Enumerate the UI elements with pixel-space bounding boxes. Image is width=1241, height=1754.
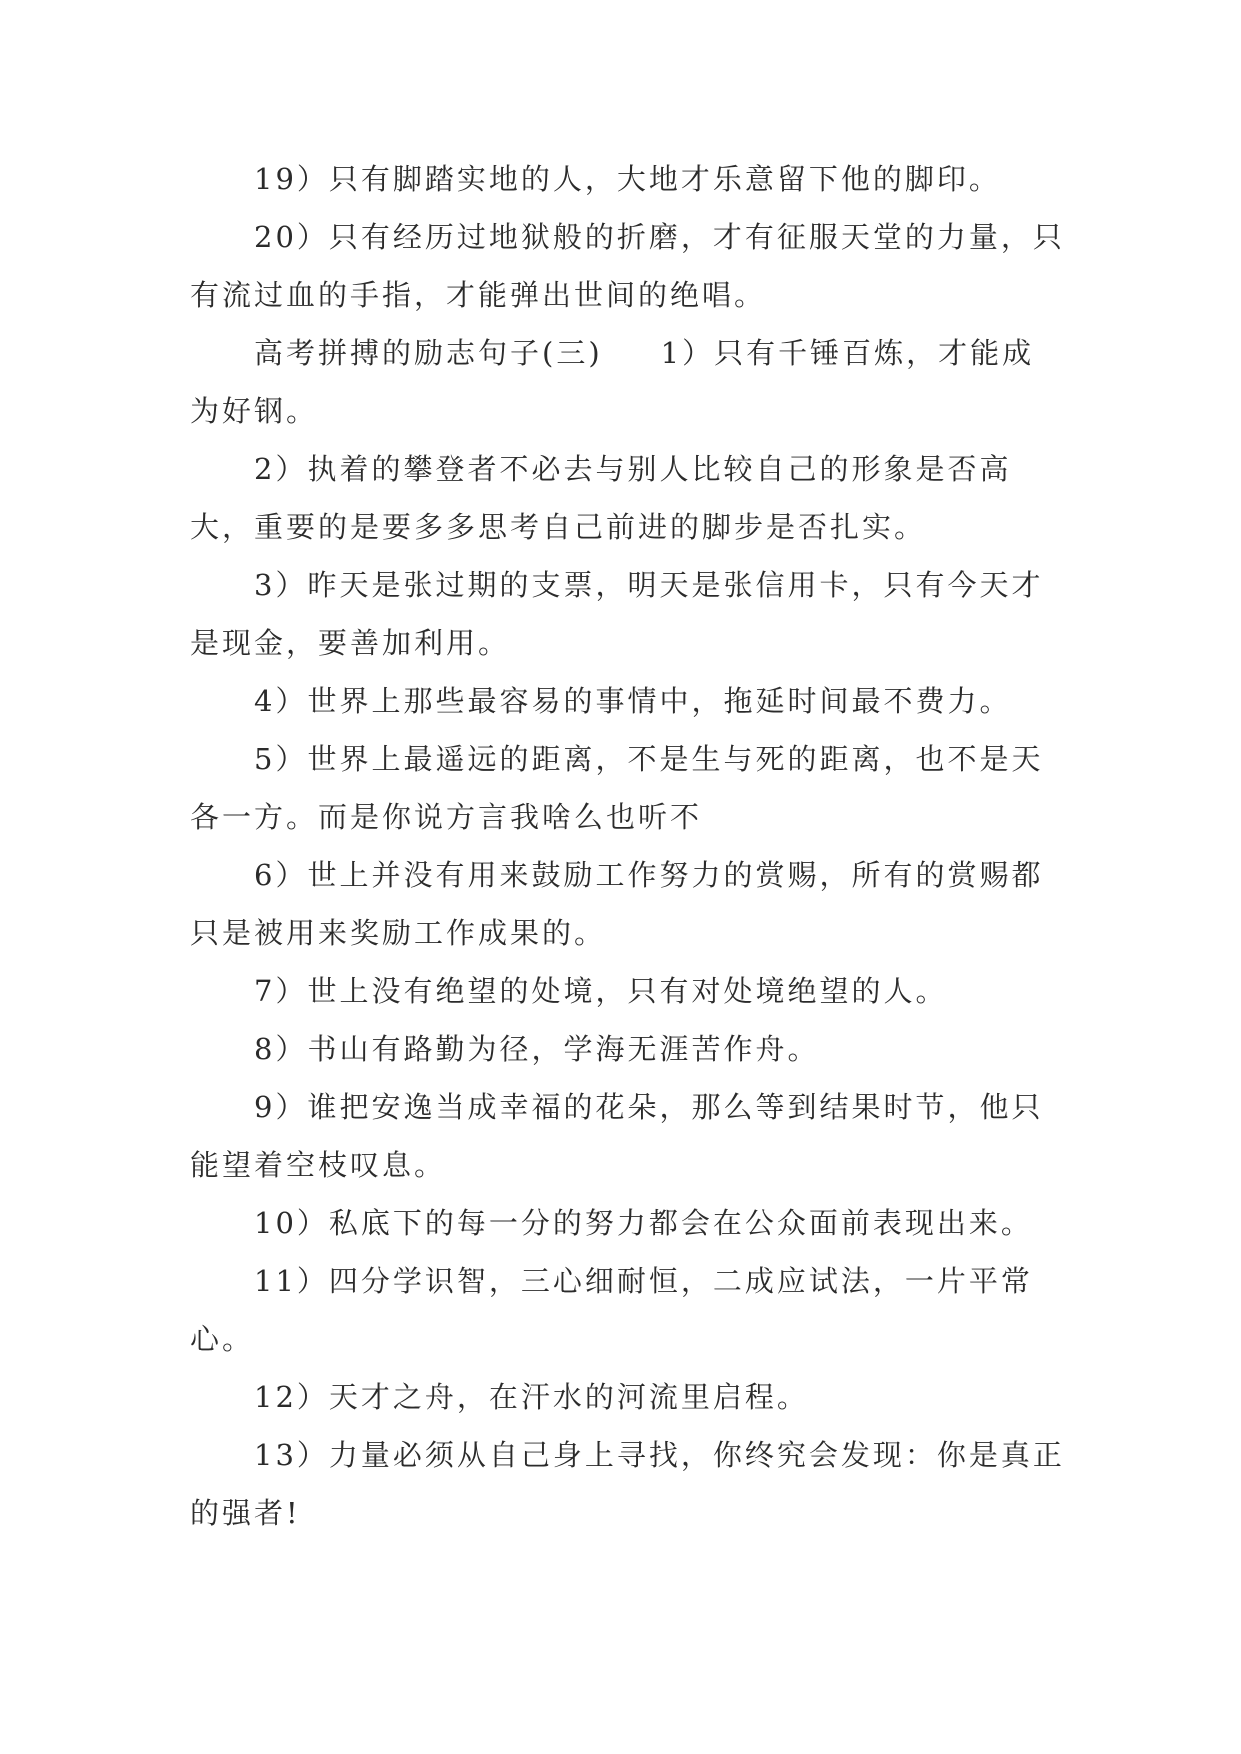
list-item-3: 3）昨天是张过期的支票，明天是张信用卡，只有今天才是现金，要善加利用。 <box>190 568 1044 660</box>
list-item-9: 9）谁把安逸当成幸福的花朵，那么等到结果时节，他只能望着空枝叹息。 <box>190 1090 1044 1182</box>
list-item-11: 11）四分学识智，三心细耐恒，二成应试法，一片平常心。 <box>190 1264 1033 1356</box>
list-item-2: 2）执着的攀登者不必去与别人比较自己的形象是否高大，重要的是要多多思考自己前进的脚步是否扎实。 <box>190 452 1012 544</box>
list-item-20: 20）只有经历过地狱般的折磨，才有征服天堂的力量，只有流过血的手指，才能弹出世间的绝唱。 <box>190 220 1065 312</box>
list-item-1: 1）只有千锤百炼，才能成为好钢。 <box>190 336 1035 428</box>
section-heading-paragraph <box>190 324 1065 440</box>
section-heading: 高考拼搏的励志句子(三) <box>254 336 603 370</box>
list-item-12: 12）天才之舟，在汗水的河流里启程。 <box>254 1380 809 1414</box>
document-body <box>190 150 1065 1542</box>
list-item-4: 4）世界上那些最容易的事情中，拖延时间最不费力。 <box>254 684 1012 718</box>
list-item-8: 8）书山有路勤为径，学海无涯苦作舟。 <box>254 1032 820 1066</box>
list-item-10: 10）私底下的每一分的努力都会在公众面前表现出来。 <box>254 1206 1033 1240</box>
list-item-5: 5）世界上最遥远的距离，不是生与死的距离，也不是天各一方。而是你说方言我啥么也听不 <box>190 742 1044 834</box>
list-item-6: 6）世上并没有用来鼓励工作努力的赏赐，所有的赏赐都只是被用来奖励工作成果的。 <box>190 858 1044 950</box>
list-item-13: 13）力量必须从自己身上寻找，你终究会发现：你是真正的强者! <box>190 1438 1065 1530</box>
list-item-19: 19）只有脚踏实地的人，大地才乐意留下他的脚印。 <box>254 162 1001 196</box>
list-item-7: 7）世上没有绝望的处境，只有对处境绝望的人。 <box>254 974 948 1008</box>
